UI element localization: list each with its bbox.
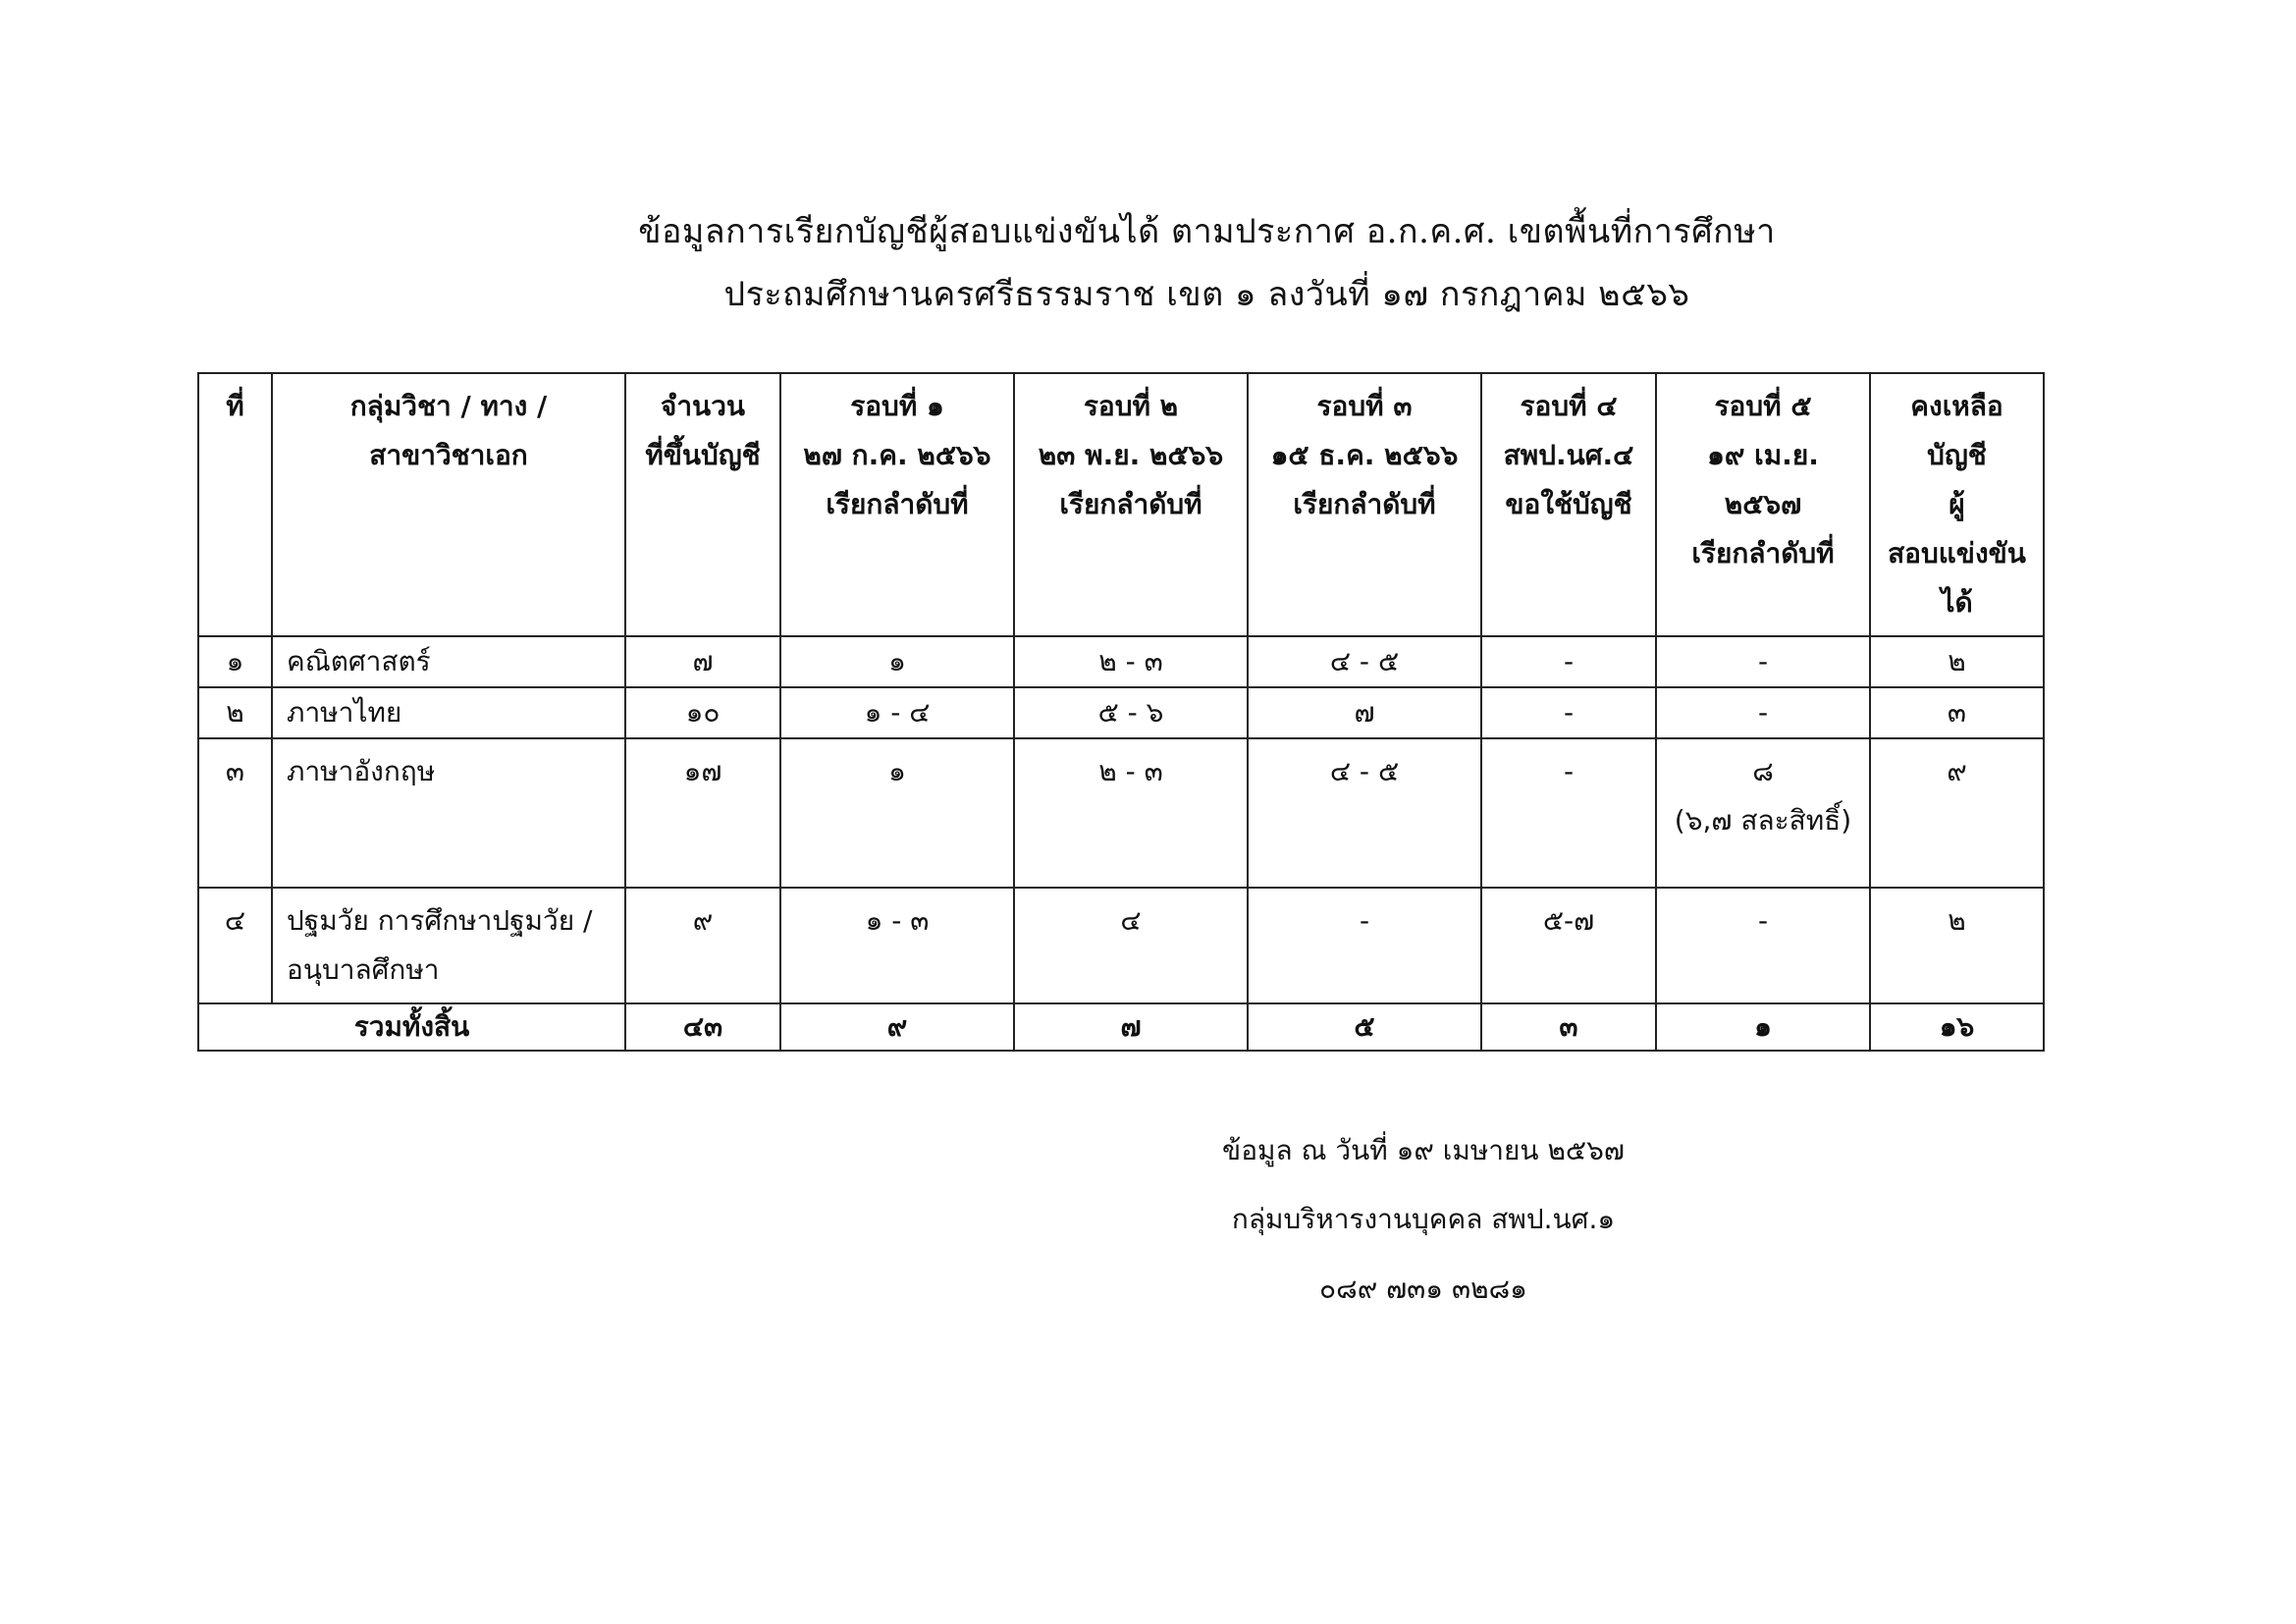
cell-subject (272, 888, 625, 1003)
cell-subject-line1: ปฐมวัย การศึกษาปฐมวัย / (287, 904, 593, 937)
cell-no: ๑ (198, 636, 272, 687)
header-subject: กลุ่มวิชา / ทาง / สาขาวิชาเอก (272, 373, 625, 636)
footer-phone: ๐๘๙ ๗๓๑ ๓๒๘๑ (1319, 1272, 1527, 1305)
footer-date-note: ข้อมูล ณ วันที่ ๑๙ เมษายน ๒๕๖๗ (1222, 1134, 1625, 1166)
cell-round1: ๑ - ๔ (780, 687, 1014, 738)
cell-round3: - (1248, 888, 1481, 1003)
cell-round3: ๔ - ๕ (1248, 738, 1481, 888)
cell-remaining: ๒ (1870, 636, 2044, 687)
cell-round2: ๔ (1014, 888, 1248, 1003)
cell-round4: ๕-๗ (1481, 888, 1656, 1003)
cell-no: ๔ (198, 888, 272, 1003)
header-round4: รอบที่ ๔ สพป.นศ.๔ ขอใช้บัญชี (1481, 373, 1656, 636)
cell-round5 (1656, 738, 1870, 888)
cell-round2: ๕ - ๖ (1014, 687, 1248, 738)
cell-subject: ภาษาอังกฤษ (272, 738, 625, 888)
cell-round1: ๑ - ๓ (780, 888, 1014, 1003)
table-row (198, 636, 2044, 687)
document-title-line1: ข้อมูลการเรียกบัญชีผู้สอบแข่งขันได้ ตามประกาศ อ.ก.ค.ศ. เขตพื้นที่การศึกษา (638, 212, 1776, 251)
cell-count: ๗ (625, 636, 780, 687)
cell-round1: ๑ (780, 636, 1014, 687)
cell-round2: ๒ - ๓ (1014, 636, 1248, 687)
header-round5: รอบที่ ๕ ๑๙ เม.ย. ๒๕๖๗ เรียกลำดับที่ (1656, 373, 1870, 636)
table-row (198, 687, 2044, 738)
cell-round5-value: ๘ (1752, 755, 1774, 787)
cell-remaining: ๙ (1870, 738, 2044, 888)
cell-round3: ๔ - ๕ (1248, 636, 1481, 687)
cell-round5: - (1656, 687, 1870, 738)
document-title-line2: ประถมศึกษานครศรีธรรมราช เขต ๑ ลงวันที่ ๑๗ กรกฎาคม ๒๕๖๖ (723, 275, 1690, 314)
cell-round5: - (1656, 888, 1870, 1003)
cell-subject: ภาษาไทย (272, 687, 625, 738)
cell-round4: - (1481, 738, 1656, 888)
total-count: ๔๓ (625, 1003, 780, 1051)
header-count: จำนวน ที่ขึ้นบัญชี (625, 373, 780, 636)
cell-round5: - (1656, 636, 1870, 687)
cell-subject: คณิตศาสตร์ (272, 636, 625, 687)
cell-round3: ๗ (1248, 687, 1481, 738)
cell-remaining: ๓ (1870, 687, 2044, 738)
cell-no: ๓ (198, 738, 272, 888)
table-header-row (198, 373, 2044, 636)
header-round1: รอบที่ ๑ ๒๗ ก.ค. ๒๕๖๖ เรียกลำดับที่ (780, 373, 1014, 636)
cell-count: ๑๗ (625, 738, 780, 888)
footer-office: กลุ่มบริหารงานบุคคล สพป.นศ.๑ (1231, 1203, 1616, 1235)
cell-round1: ๑ (780, 738, 1014, 888)
cell-count: ๑๐ (625, 687, 780, 738)
table-row (198, 888, 2044, 1003)
cell-round4: - (1481, 687, 1656, 738)
cell-count: ๙ (625, 888, 780, 1003)
table-row (198, 738, 2044, 888)
recruitment-table (197, 372, 2045, 1052)
total-label: รวมทั้งสิ้น (198, 1003, 625, 1051)
cell-no: ๒ (198, 687, 272, 738)
cell-round4: - (1481, 636, 1656, 687)
header-no: ที่ (198, 373, 272, 636)
header-round2: รอบที่ ๒ ๒๓ พ.ย. ๒๕๖๖ เรียกลำดับที่ (1014, 373, 1248, 636)
total-round2: ๗ (1014, 1003, 1248, 1051)
cell-round5-note: (๖,๗ สละสิทธิ์) (1674, 804, 1852, 837)
table-total-row (198, 1003, 2044, 1051)
total-round3: ๕ (1248, 1003, 1481, 1051)
total-round1: ๙ (780, 1003, 1014, 1051)
cell-remaining: ๒ (1870, 888, 2044, 1003)
header-round3: รอบที่ ๓ ๑๕ ธ.ค. ๒๕๖๖ เรียกลำดับที่ (1248, 373, 1481, 636)
total-round5: ๑ (1656, 1003, 1870, 1051)
header-remaining: คงเหลือ บัญชี ผู้ สอบแข่งขัน ได้ (1870, 373, 2044, 636)
cell-round2: ๒ - ๓ (1014, 738, 1248, 888)
total-remaining: ๑๖ (1870, 1003, 2044, 1051)
cell-subject-line2: อนุบาลศึกษา (287, 953, 440, 986)
total-round4: ๓ (1481, 1003, 1656, 1051)
